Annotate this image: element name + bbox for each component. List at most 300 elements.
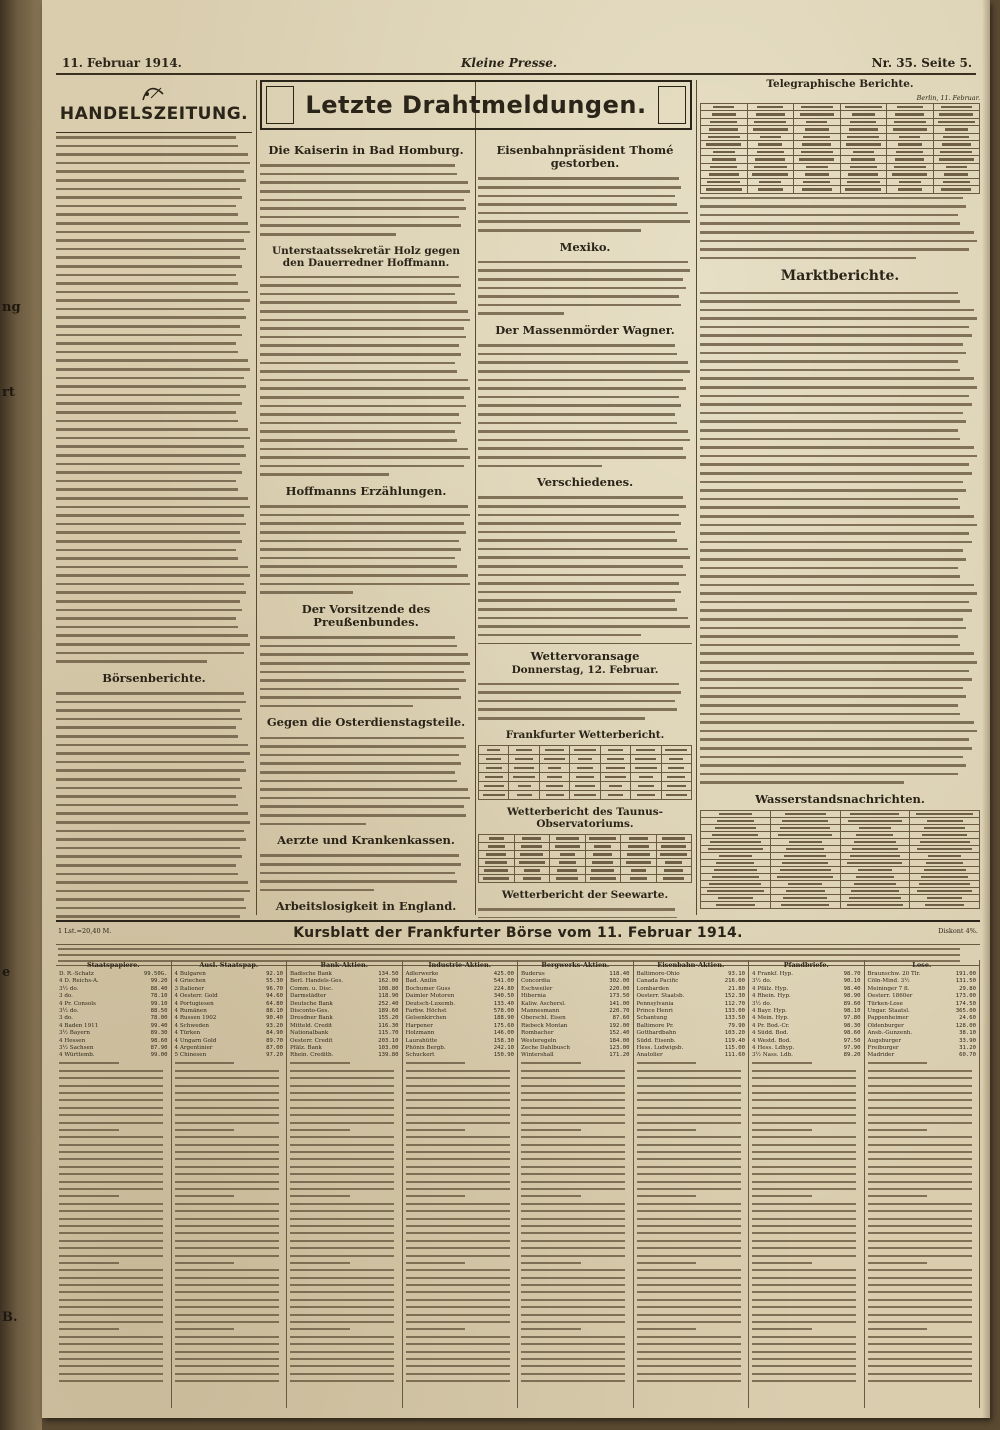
text-line [637, 1230, 746, 1237]
kurs-row [290, 1045, 399, 1052]
security-price: 88.10 [266, 1008, 283, 1015]
security-price: 31.20 [959, 1045, 976, 1052]
text-line [700, 495, 980, 504]
security-price: 99.20 [150, 978, 168, 985]
text-line [478, 705, 692, 714]
text-line [521, 1326, 630, 1333]
table-cell [887, 126, 934, 134]
text-line [59, 1319, 168, 1326]
text-line [478, 393, 692, 402]
article-text [56, 133, 252, 666]
security-price: 96.70 [266, 985, 283, 992]
text-line [175, 1141, 284, 1148]
section-title-text: HANDELSZEITUNG. [59, 104, 249, 124]
text-line [56, 870, 252, 879]
text-line [637, 1067, 746, 1074]
table-row [701, 853, 980, 860]
text-line [752, 1274, 861, 1281]
security-price: 146.00 [493, 1030, 514, 1037]
security-name: Phönix Bergb. [405, 1045, 446, 1052]
text-line [290, 1134, 399, 1141]
text-line [752, 1082, 861, 1089]
text-line [521, 1237, 630, 1244]
text-line [260, 886, 472, 895]
text-line [478, 183, 692, 192]
security-price: 150.90 [493, 1052, 514, 1059]
text-line [700, 770, 980, 779]
banner-ornament [658, 86, 686, 124]
text-line [637, 1163, 746, 1170]
table-cell [887, 111, 934, 119]
table-cell [701, 133, 748, 141]
table-cell [570, 772, 600, 781]
security-price: 89.20 [843, 1052, 861, 1059]
kurs-row [752, 1030, 861, 1037]
text-line [868, 1319, 977, 1326]
text-line [175, 1378, 284, 1385]
text-line [637, 1060, 746, 1067]
text-line [406, 1363, 515, 1370]
kurs-row [521, 1001, 630, 1008]
security-price: 87.90 [150, 1045, 168, 1052]
text-line [637, 1104, 746, 1111]
text-line [406, 1149, 515, 1156]
text-line [59, 1075, 168, 1082]
text-line [752, 1097, 861, 1104]
security-price: 98.70 [843, 971, 861, 977]
table-cell [794, 133, 841, 141]
text-line [59, 1089, 168, 1096]
text-line [175, 1156, 284, 1163]
table-row [701, 178, 980, 186]
text-line [521, 1208, 630, 1215]
text-line [700, 675, 980, 684]
text-line [59, 1245, 168, 1252]
security-price: 93.10 [728, 971, 745, 977]
table-cell [570, 781, 600, 790]
kurs-row [637, 978, 746, 985]
text-line [290, 1289, 399, 1296]
text-line [175, 1119, 284, 1126]
table-row [479, 763, 692, 772]
text-line [260, 588, 472, 597]
text-line [521, 1304, 630, 1311]
table-cell [701, 867, 771, 874]
text-line [700, 417, 980, 426]
text-line [868, 1186, 977, 1193]
text-line [521, 1119, 630, 1126]
table-cell [933, 103, 980, 111]
table-cell [770, 853, 840, 860]
text-line [521, 1319, 630, 1326]
security-price: 89.30 [150, 1030, 168, 1037]
table-row [479, 790, 692, 799]
table-cell [661, 754, 691, 763]
text-line [868, 1060, 977, 1067]
text-line [290, 1356, 399, 1363]
security-price: 94.60 [266, 993, 283, 1000]
text-line [406, 1259, 515, 1266]
table-cell [887, 103, 934, 111]
security-price: 87.60 [612, 1015, 630, 1022]
kurs-row [59, 971, 168, 978]
text-line [260, 402, 472, 411]
security-price: 171.20 [609, 1052, 630, 1059]
kurs-row [406, 993, 515, 1000]
kurs-row [752, 1001, 861, 1008]
security-price: 98.60 [843, 1030, 861, 1037]
security-name: 3½ Sachsen [59, 1045, 94, 1052]
text-line [752, 1230, 861, 1237]
security-name: Westeregeln [521, 1037, 557, 1044]
table-cell [747, 156, 794, 164]
table-cell [509, 763, 539, 772]
security-name: 4 Baden 1911 [59, 1022, 99, 1029]
security-price: 152.40 [609, 1030, 630, 1037]
table-cell [550, 858, 586, 866]
banner-letzte-drahtmeldungen [260, 80, 692, 130]
text-line [868, 1104, 977, 1111]
table-row [479, 858, 692, 866]
text-line [406, 1141, 515, 1148]
text-line [260, 350, 472, 359]
table-cell [747, 111, 794, 119]
text-line [406, 1245, 515, 1252]
kurs-column-head: Bank-Aktien. [320, 961, 368, 969]
table-cell [701, 846, 771, 853]
text-line [56, 580, 252, 589]
text-line [56, 193, 252, 202]
article-text [260, 273, 472, 479]
text-line [637, 1208, 746, 1215]
table-cell [509, 772, 539, 781]
security-price: 97.50 [843, 1037, 861, 1044]
security-price: 340.50 [493, 993, 514, 1000]
text-line [56, 279, 252, 288]
text-line [59, 1082, 168, 1089]
security-price: 88.40 [150, 985, 168, 992]
security-price: 189.60 [378, 1008, 399, 1015]
text-line [406, 1274, 515, 1281]
kurs-row [59, 993, 168, 1000]
text-line [175, 1348, 284, 1355]
stock-table [700, 103, 980, 194]
security-name: Oesterr. Credit [290, 1037, 333, 1044]
text-line [290, 1259, 399, 1266]
kurs-row [637, 1045, 746, 1052]
kurs-column [865, 960, 981, 1408]
text-line [637, 1082, 746, 1089]
article-headline: Eisenbahnpräsident Thomé gestorben. [496, 143, 674, 171]
security-price: 115.00 [724, 1045, 745, 1052]
table-cell [747, 148, 794, 156]
table-cell [701, 881, 771, 888]
table-cell [747, 171, 794, 179]
table-cell [701, 895, 771, 902]
text-line [260, 571, 472, 580]
security-name: Nationalbank [290, 1030, 329, 1037]
table-cell [570, 790, 600, 799]
text-line [175, 1082, 284, 1089]
table-cell [933, 133, 980, 141]
text-line [59, 1119, 168, 1126]
text-line [175, 1222, 284, 1229]
security-price: 173.50 [609, 993, 630, 1000]
text-line [290, 1230, 399, 1237]
kurs-row [521, 993, 630, 1000]
kurs-row [521, 1052, 630, 1059]
kurs-row [175, 978, 284, 985]
security-name: 4 Württemb. [59, 1052, 95, 1059]
header-date: 11. Februar 1914. [62, 56, 182, 70]
text-line [260, 851, 472, 860]
text-line [260, 445, 472, 454]
text-line [260, 580, 472, 589]
kurs-row [637, 1052, 746, 1059]
text-line [56, 468, 252, 477]
column-rule [696, 80, 697, 915]
table-cell [701, 126, 748, 134]
text-line [56, 818, 252, 827]
text-line [260, 273, 472, 282]
text-line [521, 1363, 630, 1370]
text-line [290, 1097, 399, 1104]
text-line [59, 1141, 168, 1148]
table-row [701, 148, 980, 156]
text-line [56, 546, 252, 555]
text-line [752, 1119, 861, 1126]
text-line [700, 778, 980, 787]
kurs-row [59, 1030, 168, 1037]
table-cell [539, 745, 569, 754]
table-row [701, 126, 980, 134]
water-level-table [700, 810, 980, 909]
security-name: Madrider [867, 1052, 895, 1059]
table-cell [550, 874, 586, 882]
text-line [521, 1067, 630, 1074]
article-headline: Hoffmanns Erzählungen. [285, 483, 447, 498]
text-line [700, 710, 980, 719]
table-row [701, 171, 980, 179]
text-line [868, 1363, 977, 1370]
table-row [701, 860, 980, 867]
table-row [479, 842, 692, 850]
text-line [868, 1282, 977, 1289]
table-cell [539, 790, 569, 799]
text-line [56, 844, 252, 853]
text-line [637, 1186, 746, 1193]
text-line [59, 1104, 168, 1111]
text-line [175, 1186, 284, 1193]
table-cell [770, 881, 840, 888]
table-row [701, 874, 980, 881]
security-name: Daimler Motoren [405, 993, 455, 1000]
table-cell [840, 186, 887, 194]
text-line [59, 1311, 168, 1318]
security-name: Meininger 7 fl. [867, 985, 910, 992]
security-name: Anatolier [636, 1052, 663, 1059]
security-name: 3½ do. [59, 1008, 79, 1015]
table-row [701, 186, 980, 194]
text-line [290, 1370, 399, 1377]
text-line [260, 650, 472, 659]
security-name: Rombacher [521, 1030, 554, 1037]
security-price: 203.10 [378, 1037, 399, 1044]
text-line [478, 174, 692, 183]
text-line [478, 714, 692, 723]
text-line [56, 606, 252, 615]
text-line [406, 1067, 515, 1074]
text-line [752, 1319, 861, 1326]
text-line [752, 1141, 861, 1148]
text-line [700, 624, 980, 633]
security-name: 3½ do. [59, 985, 79, 992]
text-line [521, 1282, 630, 1289]
kurs-row [290, 1023, 399, 1030]
text-line [700, 744, 980, 753]
text-line [56, 706, 252, 715]
security-price: 131.50 [955, 978, 976, 985]
table-cell [621, 842, 657, 850]
table-row [701, 888, 980, 895]
security-name: Cöln-Mind. 3½ [867, 978, 910, 985]
text-line [752, 1333, 861, 1340]
text-line [260, 537, 472, 546]
security-price: 191.00 [955, 971, 976, 977]
text-line [521, 1060, 630, 1067]
text-line [290, 1222, 399, 1229]
kurs-column-head: Industrie-Aktien. [428, 961, 492, 969]
text-line [868, 1067, 977, 1074]
text-line [406, 1252, 515, 1259]
security-price: 116.30 [378, 1022, 399, 1029]
table-title: Wetterbericht der Seewarte. [501, 888, 669, 901]
text-line [59, 1208, 168, 1215]
security-price: 103.00 [378, 1045, 399, 1052]
security-price: 112.70 [724, 1000, 745, 1007]
security-price: 78.00 [150, 1015, 168, 1022]
text-line [478, 545, 692, 554]
text-line [752, 1348, 861, 1355]
security-price: 33.90 [959, 1037, 976, 1044]
security-price: 87.00 [266, 1045, 283, 1052]
text-line [478, 697, 692, 706]
security-price: 188.90 [493, 1015, 514, 1022]
text-line [406, 1060, 515, 1067]
table-cell [794, 118, 841, 126]
text-line [56, 271, 252, 280]
security-name: 4 Schweden [174, 1022, 209, 1029]
security-name: Harpener [405, 1022, 433, 1029]
security-price: 99.10 [150, 1000, 168, 1007]
text-line [290, 1200, 399, 1207]
text-line [521, 1230, 630, 1237]
text-line [868, 1089, 977, 1096]
kurs-row [290, 978, 399, 985]
text-line [175, 1333, 284, 1340]
text-line [59, 1282, 168, 1289]
text-line [56, 313, 252, 322]
text-line [290, 1348, 399, 1355]
kurs-row [406, 1030, 515, 1037]
text-line [637, 1311, 746, 1318]
text-line [59, 1112, 168, 1119]
security-name: 3 do. [59, 993, 73, 1000]
table-cell [656, 842, 692, 850]
text-line [521, 1289, 630, 1296]
table-row [701, 881, 980, 888]
text-line [700, 581, 980, 590]
text-line [478, 427, 692, 436]
table-cell [570, 763, 600, 772]
text-line [406, 1348, 515, 1355]
table-cell [656, 858, 692, 866]
text-line [175, 1296, 284, 1303]
page-edge-shadow [982, 0, 990, 1418]
text-line [521, 1075, 630, 1082]
text-line [175, 1363, 284, 1370]
security-name: Baltimore-Ohio [636, 971, 680, 977]
weather-table [478, 745, 692, 800]
text-line [56, 614, 252, 623]
table-cell [794, 171, 841, 179]
table-cell [887, 148, 934, 156]
kurs-row [290, 1038, 399, 1045]
text-line [406, 1200, 515, 1207]
text-line [700, 443, 980, 452]
text-line [700, 589, 980, 598]
security-price: 224.80 [493, 985, 514, 992]
text-line [59, 1356, 168, 1363]
text-line [59, 1134, 168, 1141]
text-line [175, 1370, 284, 1377]
security-name: Hess. Ludwigsb. [636, 1045, 684, 1052]
security-name: Pappenheimer [867, 1015, 909, 1022]
table-cell [479, 842, 515, 850]
text-line [521, 1245, 630, 1252]
text-line [290, 1060, 399, 1067]
text-line [637, 1149, 746, 1156]
text-line [260, 316, 472, 325]
text-line [56, 887, 252, 896]
table-cell [509, 754, 539, 763]
kurs-column [56, 960, 172, 1408]
article-text [478, 493, 692, 639]
article-text [260, 633, 472, 710]
text-line [868, 1230, 977, 1237]
kurs-row [521, 1008, 630, 1015]
security-name: Mannesmann [521, 1008, 560, 1015]
station-list [478, 905, 692, 918]
table-row [701, 118, 980, 126]
table-cell [840, 825, 910, 832]
table-row [701, 156, 980, 164]
text-line [752, 1149, 861, 1156]
security-price: 174.50 [955, 1000, 976, 1007]
text-line [59, 1200, 168, 1207]
kurs-column [287, 960, 403, 1408]
kurs-row [290, 1008, 399, 1015]
table-cell [661, 745, 691, 754]
text-line [406, 1311, 515, 1318]
text-line [868, 1289, 977, 1296]
text-line [868, 1333, 977, 1340]
text-line [637, 1341, 746, 1348]
table-cell [701, 118, 748, 126]
text-line [868, 1252, 977, 1259]
table-cell [887, 171, 934, 179]
column-drahtmeldungen-left [260, 138, 472, 918]
